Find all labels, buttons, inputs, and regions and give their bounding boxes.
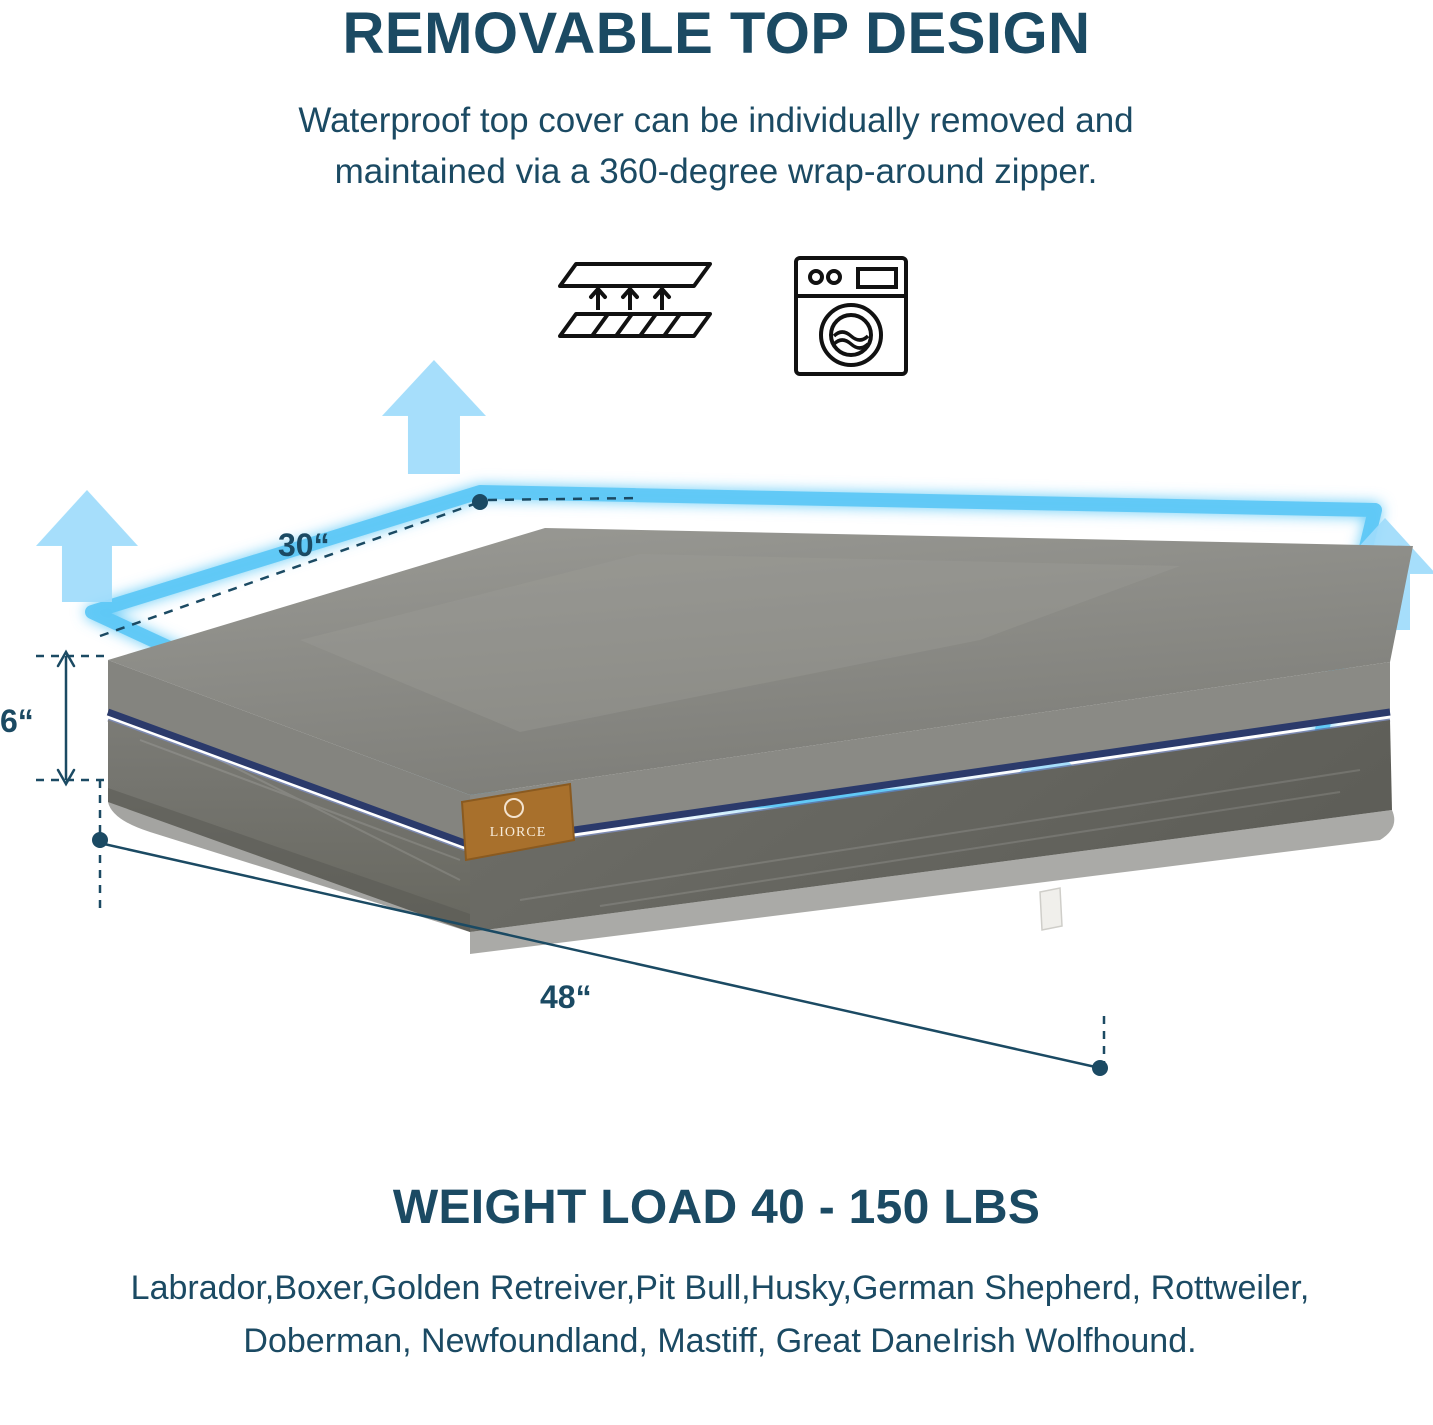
page-title: REMOVABLE TOP DESIGN [342,1,1091,66]
svg-text:LIORCE: LIORCE [489,825,547,840]
weight-load-title: WEIGHT LOAD 40 - 150 LBS [392,1181,1041,1234]
label-length: 48“ [540,979,592,1015]
care-label [1040,888,1062,930]
label-height: 6“ [0,703,34,739]
label-width: 30“ [278,527,330,563]
breed-list: Labrador,Boxer,Golden Retreiver,Pit Bull,Husky,German Shepherd, Rottweiler, Doberman, Newfoundland, Mastiff, Great DaneIrish Wolfhound. [130,1269,1310,1360]
product-diagram [0,340,1433,1150]
page-subtitle: Waterproof top cover can be individually removed and maintained via a 360-degree wrap-around zipper. [298,101,1134,191]
